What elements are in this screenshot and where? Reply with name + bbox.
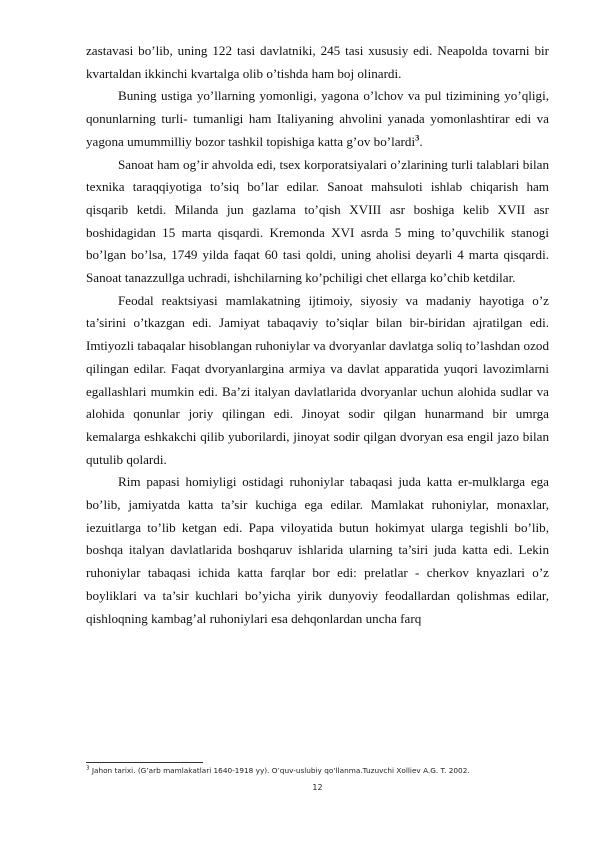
document-body xyxy=(86,40,549,630)
page-number: 12 xyxy=(312,783,323,792)
paragraph-2 xyxy=(86,85,549,153)
footnote-text: Jahon tarixi. (G’arb mamlakatlari 1640-1918 yy). O’quv-uslubiy qo’llanma.Tuzuvchi Xolliev A.G. T. 2002. xyxy=(91,766,470,775)
paragraph-1: zastavasi bo’lib, uning 122 tasi davlatniki, 245 tasi xususiy edi. Neapolda tovarni bir kvartaldan ikkinchi kvartalga olib o’tishda ham boj olinardi. xyxy=(86,43,549,81)
footnote-divider xyxy=(86,762,203,763)
paragraph-2-text: Buning ustiga yo’llarning yomonligi, yagona o’lchov va pul tizimining yo’qligi, qonunlarning turli- tumanligi ham Italiyaning ahvolini yanada yomonlashtirar edi va yagona umummilliy bozor tashkil topishiga katta g’ov bo’lardi xyxy=(86,88,549,149)
footnote-number: 3 xyxy=(86,765,90,772)
paragraph-2-period: . xyxy=(419,133,423,149)
footnote xyxy=(86,766,549,776)
paragraph-4: Feodal reaktsiyasi mamlakatning ijtimoiy, siyosiy va madaniy hayotiga o’z ta’sirini o’tkazgan edi. Jamiyat tabaqaviy to’siqlar bilan bir-biridan ajratilgan edi. Imtiyozli tabaqalar hisoblangan ruhoniylar va dvoryanlar davlatga soliq to’lashdan ozod qilingan edilar. Faqat dvoryanlargina armiya va davlat apparatida yuqori lavozimlarni egallashlari mumkin edi. Ba’zi italyan davlatlarida dvoryanlar uchun alohida sudlar va alohida qonunlar joriy qilingan edi. Jinoyat sodir qilgan hunarmand bir umrga kemalarga eshkakchi qilib yuborilardi, jinoyat sodir qilgan dvoryan esa engil jazo bilan qutulib qolardi. xyxy=(86,292,549,467)
paragraph-5: Rim papasi homiyligi ostidagi ruhoniylar tabaqasi juda katta er-mulklarga ega bo’lib, jamiyatda katta ta’sir kuchiga ega edilar. Mamlakat ruhoniylar, monaxlar, iezuitlarga to’lib ketgan edi. Papa viloyatida butun hokimyat ularga tegishli bo’lib, boshqa italyan davlatlarida boshqaruv ishlarida ularning ta’siri juda katta edi. Lekin ruhoniylar tabaqasi ichida katta farqlar bor edi: prelatlar - cherkov knyazlari o’z boyliklari va ta’sir kuchlari bo’yicha yirik dunyoviy feodallardan qolishmas edilar, qishloqning kambag’al ruhoniylari esa dehqonlardan uncha farq xyxy=(86,474,549,626)
paragraph-3: Sanoat ham og’ir ahvolda edi, tsex korporatsiyalari o’zlarining turli talablari bilan texnika taraqqiyotiga to’siq bo’lar edilar. Sanoat mahsuloti ishlab chiqarish ham qisqarib ketdi. Milanda jun gazlama to’qish XVIII asr boshiga kelib XVII asr boshidagidan 15 marta qisqardi. Kremonda XVI asrda 5 ming to’quvchilik stanogi bo’lgan bo’lsa, 1749 yilda faqat 60 tasi qoldi, uning aholisi deyarli 4 marta qisqardi. Sanoat tanazzullga uchradi, ishchilarning ko’pchiligi chet ellarga ko’chib ketdilar. xyxy=(86,156,549,286)
footnote-reference[interactable]: 3 xyxy=(415,132,420,143)
